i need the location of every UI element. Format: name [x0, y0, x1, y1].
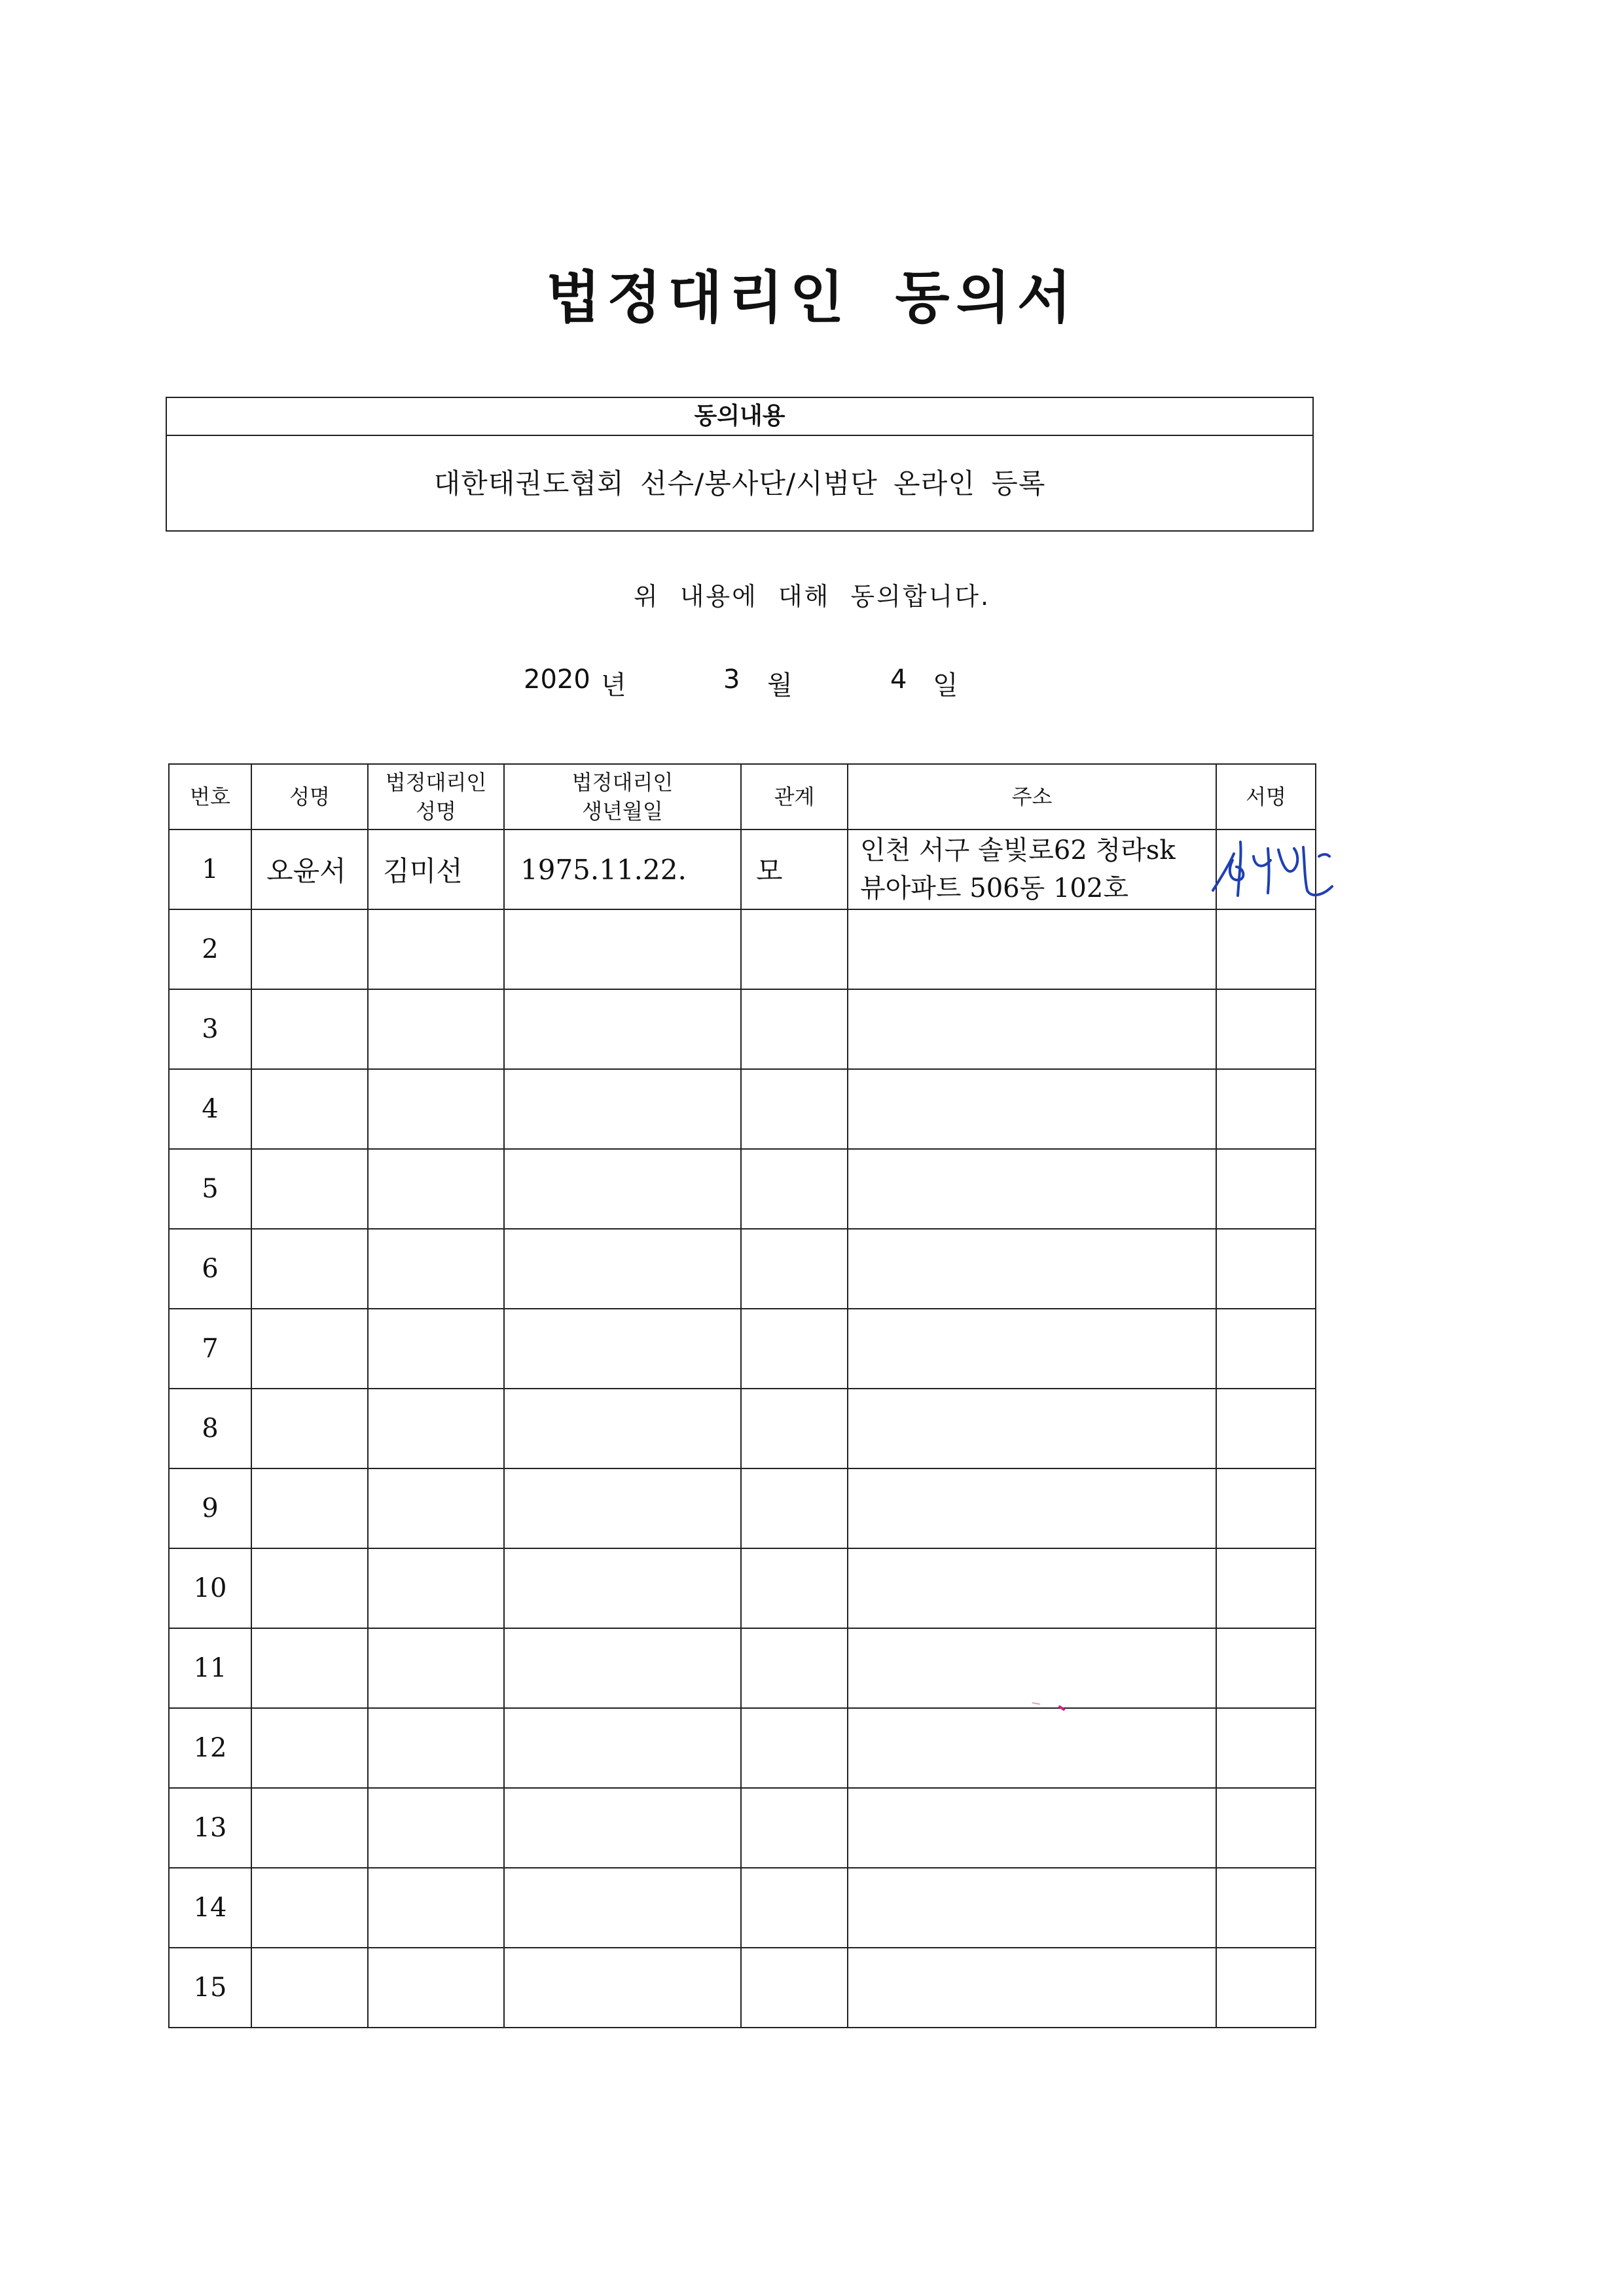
table-row [169, 1548, 1316, 1628]
date-year-unit: 년 [601, 670, 626, 701]
table-row [169, 1149, 1316, 1229]
table-row [169, 1948, 1316, 2028]
row-number: 5 [169, 1149, 251, 1229]
row-number: 7 [169, 1309, 251, 1389]
agreement-statement: 위 내용에 대해 동의합니다. [633, 582, 991, 611]
header-no: 번호 [169, 764, 251, 829]
signature-cell [1216, 829, 1316, 909]
row-number: 3 [169, 989, 251, 1069]
table-row [169, 1468, 1316, 1548]
row-number: 1 [169, 829, 251, 909]
row-number: 13 [169, 1788, 251, 1868]
guardian-birthdate: 1975.11.22. [504, 829, 741, 909]
address [848, 829, 1216, 909]
row-number: 15 [169, 1948, 251, 2028]
table-row [169, 909, 1316, 989]
header-address: 주소 [848, 764, 1216, 829]
consent-content: 대한태권도협회 선수/봉사단/시범단 온라인 등록 [433, 467, 1046, 500]
address-line2: 뷰아파트 506동 102호 [860, 873, 1128, 903]
consent-header: 동의내용 [167, 398, 1312, 436]
row-number: 12 [169, 1708, 251, 1788]
header-guardian-name-line1: 법정대리인 [385, 770, 487, 795]
stray-pen-mark [1031, 1700, 1070, 1713]
row-number: 14 [169, 1868, 251, 1948]
header-guardian-name-line2: 성명 [416, 799, 456, 824]
date-day: 4 [890, 665, 907, 695]
header-signature: 서명 [1216, 764, 1316, 829]
header-relation: 관계 [741, 764, 848, 829]
table-row [169, 1069, 1316, 1149]
header-guardian-birth-line1: 법정대리인 [571, 770, 674, 795]
table-row [169, 1229, 1316, 1309]
row-number: 8 [169, 1389, 251, 1468]
table-row [169, 1868, 1316, 1948]
header-name: 성명 [251, 764, 368, 829]
document-title: 법정대리인 동의서 [546, 265, 1078, 331]
date-day-unit: 일 [933, 670, 958, 701]
table-row [169, 1788, 1316, 1868]
handwritten-signature [1208, 830, 1378, 909]
date-year: 2020 [524, 665, 590, 695]
date-line [0, 665, 1624, 704]
student-name: 오윤서 [251, 829, 368, 909]
guardian-table [168, 763, 1316, 2028]
row-number: 6 [169, 1229, 251, 1309]
table-row [169, 1708, 1316, 1788]
row-number: 9 [169, 1468, 251, 1548]
table-row [169, 1628, 1316, 1708]
header-guardian-birth-line2: 생년월일 [582, 799, 663, 824]
date-month-unit: 월 [767, 670, 793, 701]
table-row [169, 1309, 1316, 1389]
consent-box [166, 397, 1314, 532]
header-guardian-birth [504, 764, 741, 829]
date-month: 3 [723, 665, 740, 695]
address-line1: 인천 서구 솔빛로62 청라sk [860, 835, 1176, 866]
relation: 모 [741, 829, 848, 909]
table-row [169, 829, 1316, 909]
header-guardian-name [368, 764, 504, 829]
table-header-row [169, 764, 1316, 829]
row-number: 10 [169, 1548, 251, 1628]
guardian-name: 김미선 [368, 829, 504, 909]
row-number: 4 [169, 1069, 251, 1149]
table-row [169, 1389, 1316, 1468]
row-number: 11 [169, 1628, 251, 1708]
table-row [169, 989, 1316, 1069]
row-number: 2 [169, 909, 251, 989]
